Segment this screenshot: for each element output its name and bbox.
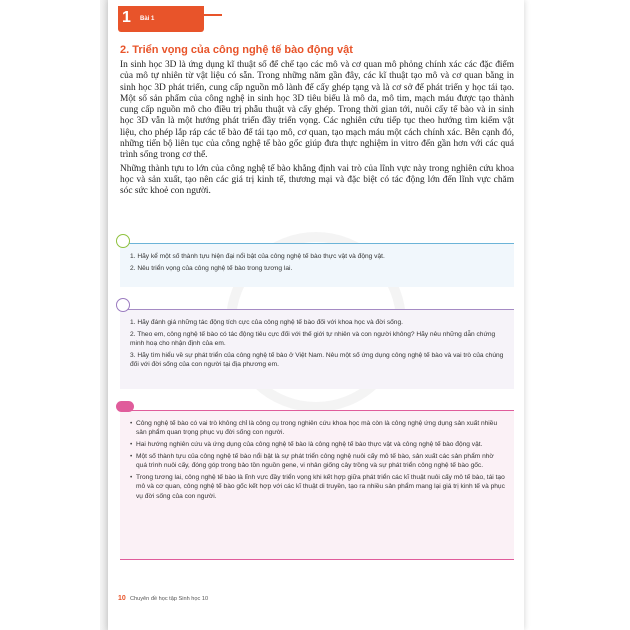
key-icon	[116, 401, 134, 412]
lesson-label: Bài 1	[140, 16, 155, 22]
list-item: 2. Nêu triển vọng của công nghệ tế bào trong tương lai.	[130, 264, 293, 272]
page-edge-shadow	[100, 0, 108, 630]
list-item: • Công nghệ tế bào có vai trò không chỉ là công cụ trong nghiên cứu khoa học mà còn là công nghệ ứng dụng sản xuất nhiều sản phẩm quan trọng phục vụ đời sống con người.	[130, 419, 506, 438]
list-item: 2. Theo em, công nghệ tế bào có tác động tiêu cực đối với thế giới tự nhiên và con người không? Hãy nêu những dẫn chứng minh hoạ cho nhận định của em.	[130, 330, 496, 348]
list-item: • Trong tương lai, công nghệ tế bào là lĩnh vực đầy triển vọng khi kết hợp giữa phát triển các kĩ thuật nuôi cấy mô tế bào, tái tạo mô và cơ quan, công nghệ tế bào gốc kết hợp với các kĩ thuật di truyền, tạo ra nhiều sản phẩm mang lại giá trị kinh tế và phục vụ đời sống của con người.	[130, 473, 506, 501]
question-box	[120, 243, 514, 287]
body-paragraph: In sinh học 3D là ứng dụng kĩ thuật số để chế tạo các mô và cơ quan mô phỏng chính xác các đặc điểm của mô tự nhiên từ vật liệu có sẵn. Trong những năm gần đây, các kĩ thuật tạo mô và cơ quan bằng in sinh học 3D phát triển, cung cấp nguồn mô lành để cấy ghép tạng và là cơ sở để phát triển y học tái tạo. Một số sản phẩm của công nghệ in sinh học 3D tiêu biểu là mô da, mô tim, mạch máu được tạo thành cung cấp nguồn mô cho điều trị phẫu thuật và cấy ghép. Trong thời gian tới, nuôi cấy tế bào và in sinh học 3D vẫn là một hướng phát triển đầy triển vọng. Các nghiên cứu tiếp tục theo hướng tìm kiếm vật liệu, cho phép lắp ráp các tế bào để tái tạo mô, cơ quan, tạo mạch máu một cách chính xác. Bên cạnh đó, những tiến bộ liên tục của công nghệ tế bào gốc giúp đưa thực nghiệm in vitro đến gần hơn với các quá trình sống trong cơ thể.	[120, 60, 514, 161]
list-item: • Hai hướng nghiên cứu và ứng dụng của công nghệ tế bào là công nghệ tế bào thực vật và công nghệ tế bào động vật.	[130, 440, 506, 449]
pencil-icon	[116, 234, 130, 248]
list-item: • Một số thành tựu của công nghệ tế bào nổi bật là sự phát triển công nghệ nuôi cấy mô tế bào, sản xuất các sản phẩm nhờ quá trình nuôi cấy, đóng góp trong bảo tồn nguồn gene, vi nhân giống cây trồng và sự phát triển công nghệ tế bào gốc.	[130, 452, 506, 471]
gear-icon	[116, 298, 130, 312]
header-divider	[204, 14, 222, 16]
exercise-box	[120, 309, 514, 389]
list-item: 3. Hãy tìm hiểu về sự phát triển của công nghệ tế bào ở Việt Nam. Nêu một số ứng dụng công nghệ tế bào và vai trò của chúng đối với đời sống của con người tại địa phương em.	[130, 351, 504, 369]
chapter-number: 1	[122, 9, 131, 26]
summary-list	[130, 419, 506, 503]
question-list	[130, 252, 506, 276]
list-item: 1. Hãy kể một số thành tựu hiện đại nổi bật của công nghệ tế bào thực vật và động vật.	[130, 253, 385, 260]
body-text	[120, 60, 514, 200]
page-number: 10	[118, 595, 126, 602]
document-page	[108, 0, 524, 630]
body-paragraph: Những thành tựu to lớn của công nghệ tế bào khẳng định vai trò của lĩnh vực này trong nghiên cứu khoa học và sản xuất, tạo nên các giá trị kinh tế, thương mại và đặc biệt có tác động lớn đến lĩnh vực chăm sóc sức khoẻ con người.	[120, 163, 514, 197]
section-title: 2. Triển vọng của công nghệ tế bào động vật	[120, 44, 353, 56]
book-title: Chuyên đề học tập Sinh học 10	[130, 596, 209, 602]
list-item: 1. Hãy đánh giá những tác động tích cực của công nghệ tế bào đối với khoa học và đời sống.	[130, 319, 403, 326]
exercise-list	[130, 318, 506, 372]
summary-box	[120, 410, 514, 560]
